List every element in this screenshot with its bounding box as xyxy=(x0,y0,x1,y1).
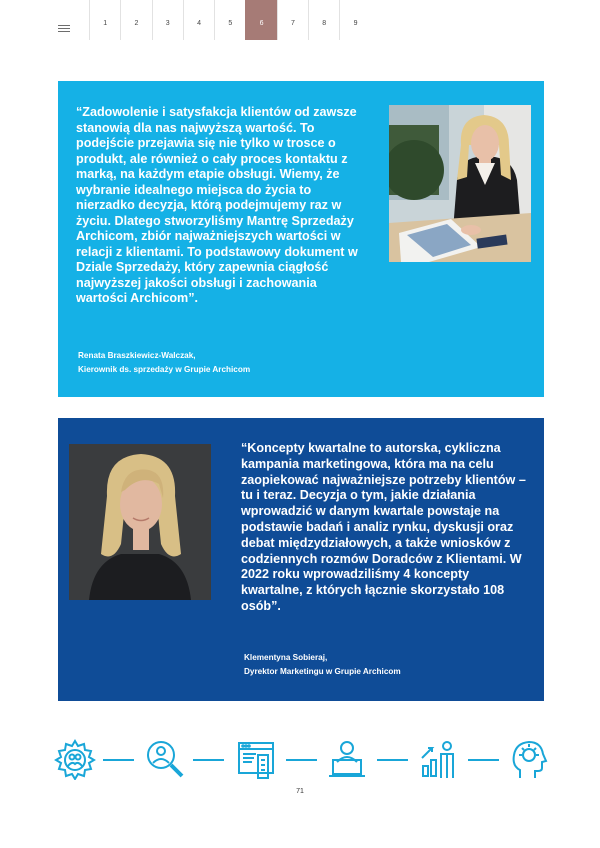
author-name: Klementyna Sobieraj, xyxy=(244,653,328,662)
page-link-8[interactable]: 8 xyxy=(308,0,339,40)
photo-marketing-director xyxy=(69,444,211,600)
page-link-9[interactable]: 9 xyxy=(339,0,370,40)
head-idea-icon xyxy=(508,738,550,780)
gear-people-icon xyxy=(54,738,96,780)
page-link-2[interactable]: 2 xyxy=(120,0,151,40)
quote-text-sales: “Zadowolenie i satysfakcja klientów od zawsze stanowią dla nas najwyższą wartość. To podejście przejawia się nie tylko w trosce o produkt, ale również o cały proces kontaktu z marką, na każdym etapie obsługi. Wiemy, że wybranie idealnego miejsca do życia to nierzadko decyzja, którą podejmujemy raz w życiu. Dlatego stworzyliśmy Mantrę Sprzedaży Archicom, zbiór najważniejszych wartości w relacji z klientami. To podstawowy dokument w Dziale Sprzedaży, który zapewnia ciągłość najwyższej jakości obsługi i zachowania wartości Archicom”. xyxy=(76,105,358,305)
page-link-3[interactable]: 3 xyxy=(152,0,183,40)
page-link-1[interactable]: 1 xyxy=(89,0,120,40)
top-navigation xyxy=(0,0,600,40)
photo-sales-manager xyxy=(389,105,531,262)
page-link-6-active[interactable]: 6 xyxy=(245,0,276,40)
magnifier-person-icon xyxy=(144,738,186,780)
page-pager xyxy=(89,0,371,40)
quote-author-sales xyxy=(78,349,250,376)
quote-author-marketing xyxy=(244,651,401,678)
quote-text-marketing: “Koncepty kwartalne to autorska, cykliczna kampania marketingowa, która ma na celu zaopiekować najważniejsze potrzeby klientów – tu i teraz. Decyzja o tym, jakie działania wprowadzić w danym kwartale powstaje na podstawie badań i analiz rynku, dyskusji oraz debat międzydziałowych, a także wniosków z codziennych rozmów Doradców z Klientami. W 2022 roku wprowadziliśmy 4 koncepty kwartalne, z których łącznie skorzystało 108 osób”. xyxy=(241,441,526,613)
page-link-5[interactable]: 5 xyxy=(214,0,245,40)
laptop-person-icon xyxy=(326,738,368,780)
browser-building-icon xyxy=(236,738,278,780)
growth-chart-person-icon xyxy=(418,738,460,780)
hamburger-icon[interactable] xyxy=(58,25,70,32)
process-icon-strip xyxy=(50,738,550,784)
author-name: Renata Braszkiewicz-Walczak, xyxy=(78,351,196,360)
author-role: Kierownik ds. sprzedaży w Grupie Archicom xyxy=(78,364,251,374)
page-number: 71 xyxy=(296,788,304,795)
page-link-7[interactable]: 7 xyxy=(277,0,308,40)
page-link-4[interactable]: 4 xyxy=(183,0,214,40)
author-role: Dyrektor Marketingu w Grupie Archicom xyxy=(244,666,401,676)
